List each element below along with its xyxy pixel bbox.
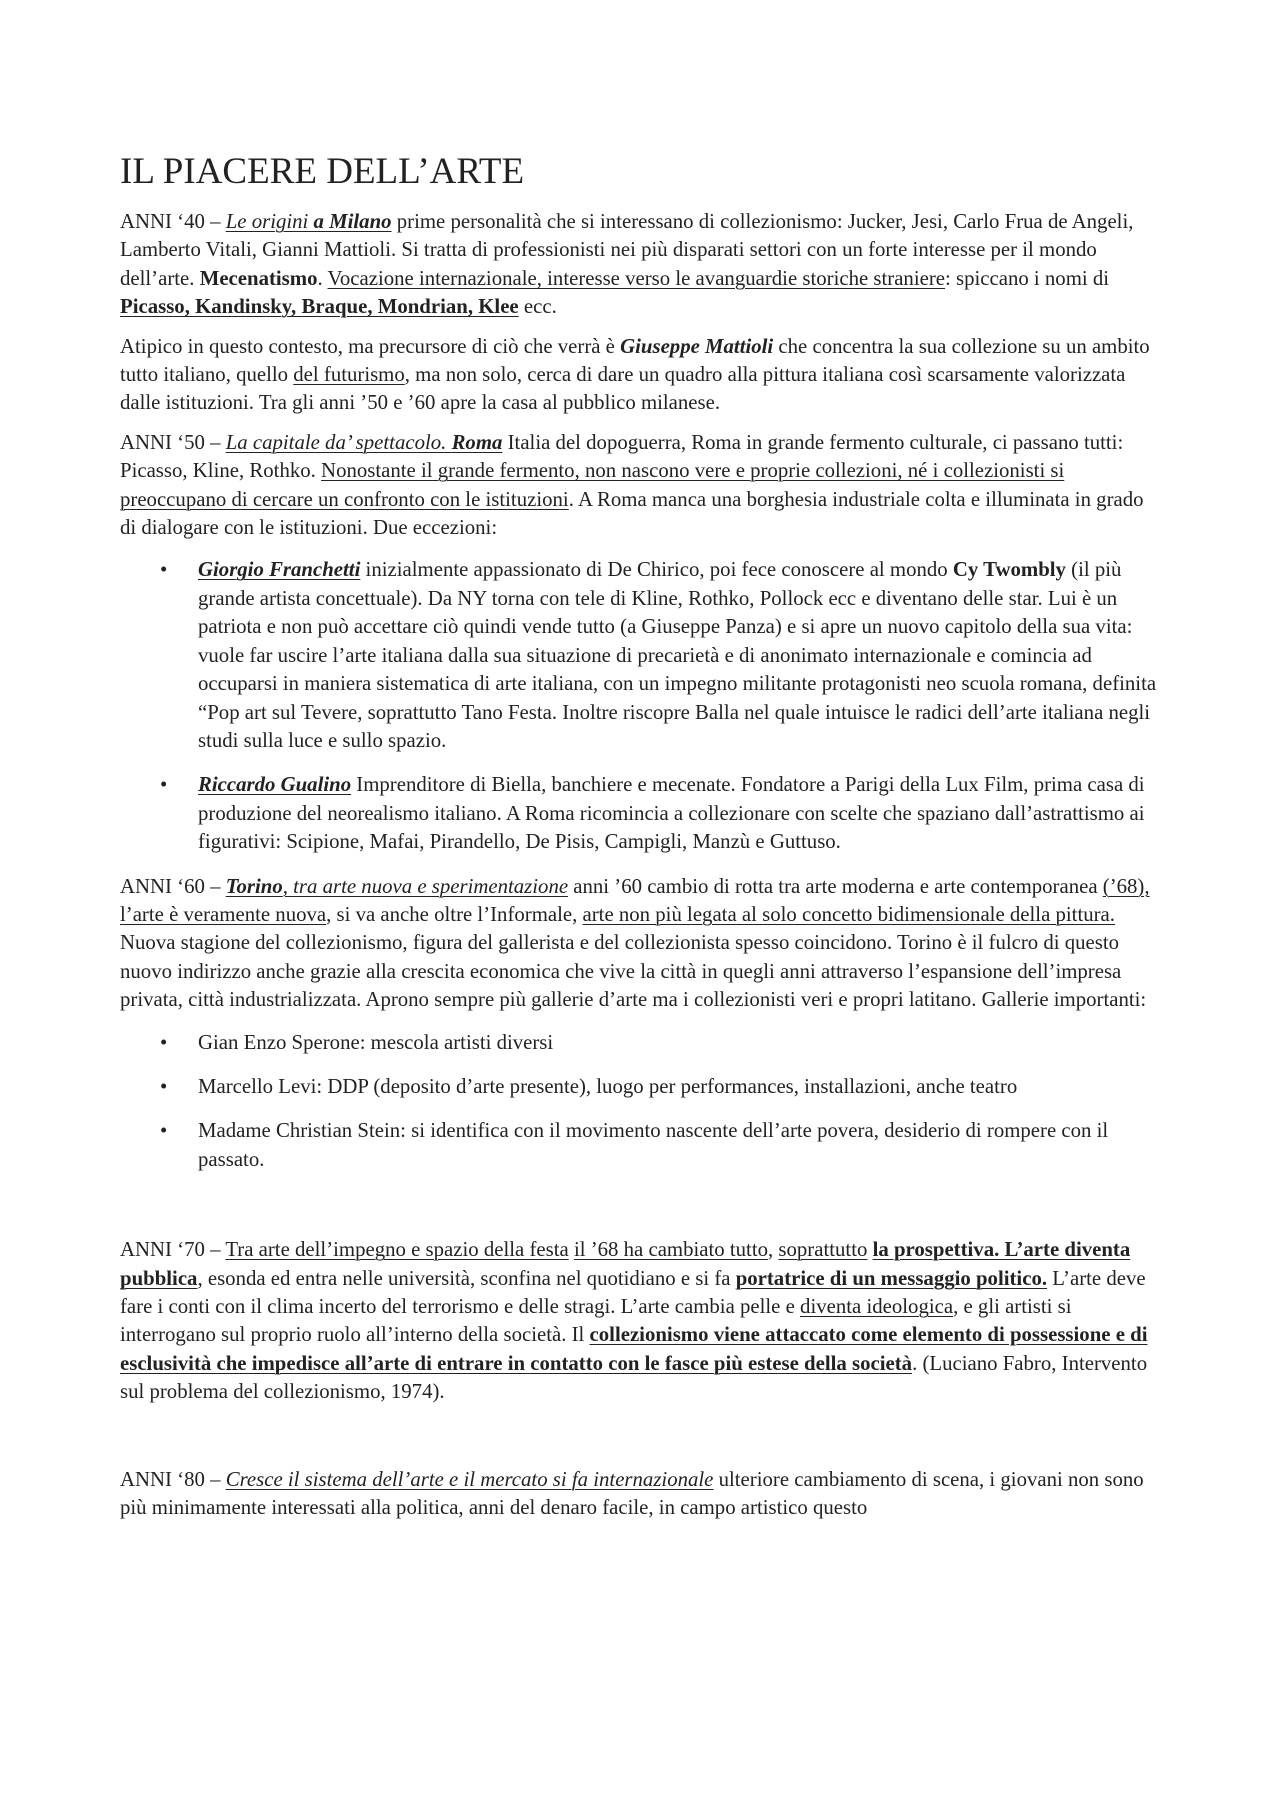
collectors-50s-list [120, 556, 1162, 856]
list-item [120, 1029, 1162, 1057]
text-run: inizialmente appassionato di De Chirico, poi fece conoscere al mondo [360, 558, 953, 582]
text-run: , ma non solo, cerca di dare un quadro alla pittura italiana così scarsamente valorizzata dalle istituzioni. Tra gli anni ’50 e ’60 apre la casa al pubblico milanese. [120, 363, 1126, 415]
franchetti-name: Giorgio Franchetti [198, 558, 361, 582]
heading-italic-part: La capitale da’ spettacolo. [225, 430, 452, 454]
text-run: Italia del dopoguerra, Roma in grande fermento culturale, ci passano tutti: Picasso, Kline, Rothko. [120, 430, 1124, 483]
text-run: : spiccano i nomi di [945, 266, 1110, 290]
underlined-phrase: Vocazione internazionale, interesse verso le avanguardie storiche straniere [327, 266, 945, 290]
text-run: L’arte deve fare i conti con il clima incerto del terrorismo e delle stragi. L’arte cambia pelle e [120, 1266, 1146, 1318]
section-60s-label: ANNI ‘60 – [120, 874, 226, 898]
bullet-icon: • [160, 558, 168, 582]
artist-names: Picasso, Kandinsky, Braque, Mondrian, Klee [120, 295, 519, 319]
underlined-phrase: (’68), l’arte è veramente nuova [120, 874, 1150, 926]
underlined-phrase: soprattutto [778, 1238, 868, 1262]
underlined-phrase: arte non più legata al solo concetto bidimensionale della pittura. [582, 902, 1115, 926]
text-run: , e gli artisti si interrogano sul proprio ruolo all’interno della società. Il [120, 1295, 1072, 1347]
section-40s-heading [226, 210, 392, 233]
list-item [120, 771, 1162, 856]
text-run: . [317, 266, 328, 290]
section-80s-paragraph [120, 1466, 1162, 1523]
text-run: , [768, 1238, 779, 1262]
text-run: . (Luciano Fabro, Intervento sul problema del collezionismo, 1974). [120, 1351, 1148, 1404]
list-item [120, 1117, 1162, 1174]
underlined-phrase: diventa ideologica [800, 1295, 954, 1318]
text-run: (il più grande artista concettuale). Da NY torna con tele di Kline, Rothko, Pollock ecc e diventano delle star. Lui è un patriota e non può accettare ciò quindi vende tutto (a Giuseppe Panza) e si apre un nuovo capitolo della sua vita: vuole far uscire l’arte italiana dalla sua situazione di precarietà e di anonimato internazionale e comincia ad occuparsi in maniera sistematica di arte italiana, con un impegno militante protagonisti neo scuola romana, definita “Pop art sul Tevere, soprattutto Tano Festa. Inoltre riscopre Balla nel quale intuisce le radici dell’arte italiana negli studi sulla luce e sullo spazio. [198, 558, 1157, 752]
heading-bold-part: Torino [225, 874, 283, 898]
text-run: ulteriore cambiamento di scena, i giovani non sono più minimamente interessati alla politica, anni del denaro facile, in campo artistico questo [120, 1467, 1144, 1520]
section-40s-paragraph [120, 208, 1162, 322]
section-80s-heading: Cresce il sistema dell’arte e il mercato si fa internazionale [225, 1467, 714, 1491]
text-run: Atipico in questo contesto, ma precursore di ciò che verrà è [120, 334, 621, 358]
futurismo-phrase: del futurismo [293, 363, 405, 387]
bullet-icon: • [160, 1074, 168, 1098]
section-70s-paragraph [120, 1236, 1162, 1406]
mecenatismo-term: Mecenatismo [199, 266, 318, 290]
bullet-icon: • [160, 1119, 168, 1143]
underlined-bold-phrase: collezionismo viene attaccato come elemento di possessione e di esclusività che impedisce all’arte di entrare in contatto con le fasce più estese della società [120, 1323, 1148, 1375]
section-60s-paragraph [120, 873, 1162, 1015]
text-run: Nuova stagione del collezionismo, figura del gallerista e del collezionista spesso coincidono. Torino è il fulcro di questo nuovo indirizzo anche grazie alla crescita economica che vive la città in quegli anni attraverso l’espansione dell’impresa privata, città industrializzata. Aprono sempre più gallerie d’arte ma i collezionisti veri e propri latitano. Gallerie importanti: [120, 931, 1147, 1012]
section-70s-label: ANNI ‘70 – [120, 1238, 226, 1262]
underlined-bold-phrase: portatrice di un messaggio politico. [735, 1266, 1048, 1290]
gallery-entry: Marcello Levi: DDP (deposito d’arte presente), luogo per performances, installazioni, anche teatro [198, 1074, 1018, 1098]
heading-bold-part: Roma [451, 430, 503, 454]
heading-bold-part: a Milano [313, 210, 392, 233]
text-run: Imprenditore di Biella, banchiere e mecenate. Fondatore a Parigi della Lux Film, prima casa di produzione del neorealismo italiano. A Roma ricomincia a collezionare con scelte che spaziano dall’astrattismo ai figurativi: Scipione, Mafai, Pirandello, De Pisis, Campigli, Manzù e Guttuso. [198, 773, 1145, 854]
text-run: che concentra la sua collezione su un ambito tutto italiano, quello [120, 334, 1150, 387]
underlined-phrase: il ’68 ha cambiato tutto [573, 1238, 769, 1262]
section-70s-heading: Tra arte dell’impegno e spazio della festa [225, 1238, 569, 1262]
mattioli-paragraph [120, 333, 1162, 418]
list-item [120, 556, 1162, 755]
text-run: prime personalità che si interessano di collezionismo: Jucker, Jesi, Carlo Frua de Angeli, Lamberto Vitali, Gianni Mattioli. Si tratta di professionisti nei più disparati settori con un forte interesse per il mondo dell’arte. [120, 210, 1134, 290]
heading-italic-part: , tra arte nuova e sperimentazione [282, 874, 569, 898]
gallery-entry: Gian Enzo Sperone: mescola artisti diversi [198, 1030, 554, 1054]
list-item [120, 1073, 1162, 1101]
page-title: IL PIACERE DELL’ARTE [120, 151, 525, 192]
section-80s-label: ANNI ‘80 – [120, 1467, 226, 1491]
spacer [120, 1418, 1162, 1466]
section-50s-label: ANNI ‘50 – [120, 430, 226, 454]
text-run: , esonda ed entra nelle università, sconfina nel quotidiano e si fa [197, 1266, 736, 1290]
underlined-bold-phrase: la prospettiva. L’arte diventa pubblica [120, 1238, 1131, 1290]
section-50s-paragraph [120, 429, 1162, 543]
text-run: , si va anche oltre l’Informale, [326, 902, 583, 926]
bullet-icon: • [160, 1030, 168, 1054]
text-run: . A Roma manca una borghesia industriale colta e illuminata in grado di dialogare con le istituzioni. Due eccezioni: [120, 487, 1144, 540]
spacer [120, 1190, 1162, 1236]
section-60s-heading [226, 875, 568, 898]
section-50s-heading [226, 431, 503, 454]
mattioli-name: Giuseppe Mattioli [620, 334, 774, 358]
gallery-entry: Madame Christian Stein: si identifica con il movimento nascente dell’arte povera, desiderio di rompere con il passato. [198, 1119, 1109, 1171]
underlined-phrase: Nonostante il grande fermento, non nascono vere e proprie collezioni, né i collezionisti si preoccupano di cercare un confronto con le istituzioni [120, 459, 1065, 511]
gualino-name: Riccardo Gualino [198, 773, 352, 797]
galleries-list [120, 1029, 1162, 1175]
twombly-name: Cy Twombly [952, 558, 1066, 582]
text-run: anni ’60 cambio di rotta tra arte moderna e arte contemporanea [568, 874, 1103, 898]
bullet-icon: • [160, 773, 168, 797]
heading-italic-part: Le origini [225, 210, 314, 233]
section-40s-label: ANNI ‘40 – [120, 210, 226, 233]
text-run: ecc. [518, 295, 557, 319]
